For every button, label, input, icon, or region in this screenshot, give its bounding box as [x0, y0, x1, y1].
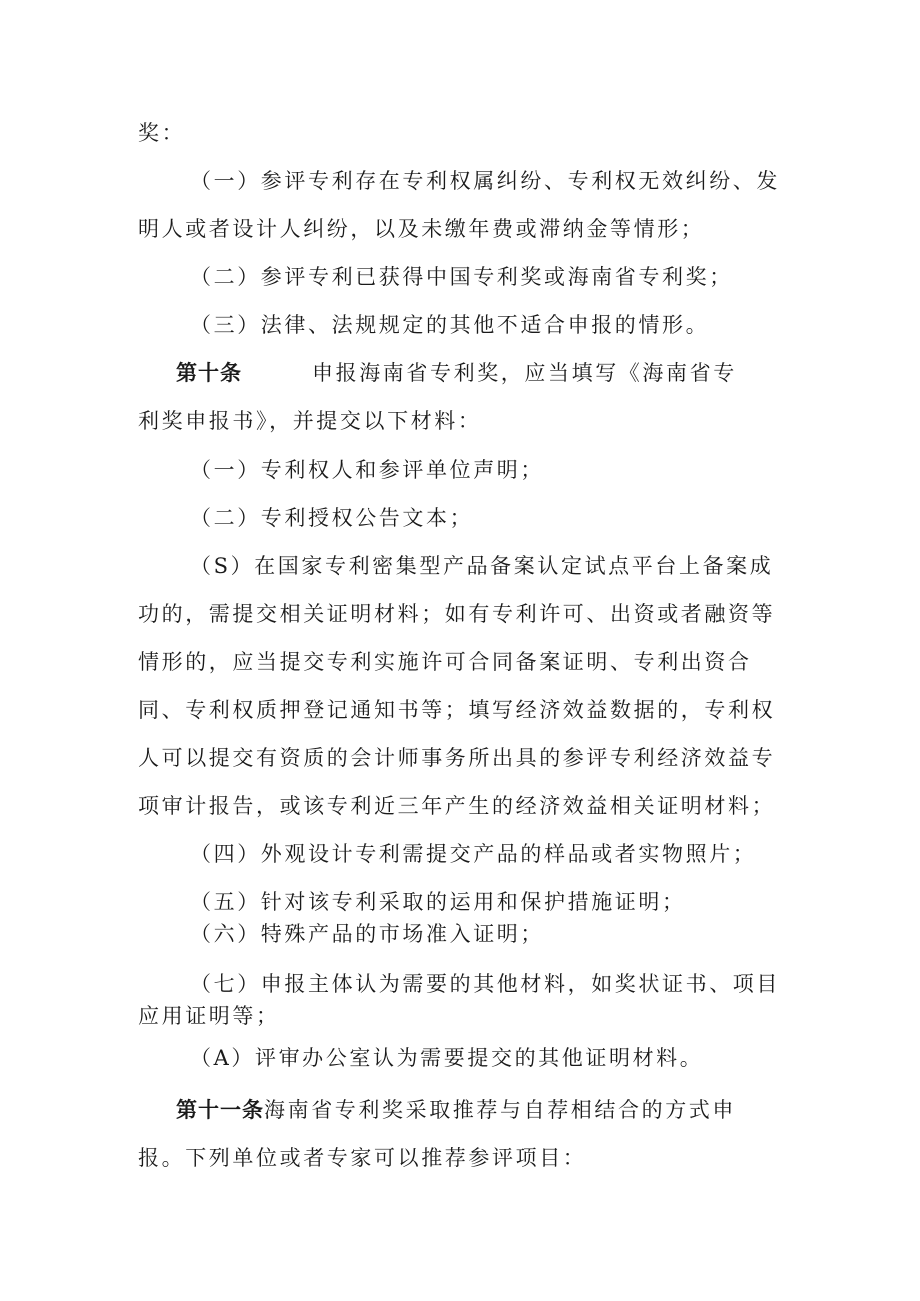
text-line-12: 情形的，应当提交专利实施许可合同备案证明、专利出资合 [138, 650, 752, 674]
text-line-11: 功的，需提交相关证明材料；如有专利许可、出资或者融资等 [138, 602, 776, 626]
text-line-18: （六）特殊产品的市场准入证明； [190, 922, 544, 946]
text-line-5: （三）法律、法规规定的其他不适合申报的情形。 [190, 313, 710, 337]
article-10-label: 第十条 [176, 360, 242, 385]
text-line-15: 项审计报告，或该专利近三年产生的经济效益相关证明材料； [138, 794, 776, 818]
text-line-3: 明人或者设计人纠纷，以及未缴年费或滞纳金等情形； [138, 217, 705, 241]
text-line-23: 报。下列单位或者专家可以推荐参评项目： [138, 1146, 587, 1170]
article-11-label: 第十一条 [176, 1097, 264, 1122]
text-line-10: （S）在国家专利密集型产品备案认定试点平台上备案成 [190, 554, 774, 578]
article-10-heading [176, 359, 737, 387]
article-11-text: 海南省专利奖采取推荐与自荐相结合的方式申 [264, 1098, 736, 1122]
text-line-13: 同、专利权质押登记通知书等；填写经济效益数据的，专利权 [138, 698, 776, 722]
text-line-2: （一）参评专利存在专利权属纠纷、专利权无效纠纷、发 [190, 169, 780, 193]
article-10-text: 申报海南省专利奖，应当填写《海南省专 [312, 361, 737, 385]
text-line-14: 人可以提交有资质的会计师事务所出具的参评专利经济效益专 [138, 746, 776, 770]
article-11-heading [176, 1096, 736, 1124]
text-line-20: 应用证明等； [138, 1004, 280, 1028]
text-line-19: （七）申报主体认为需要的其他材料，如奖状证书、项目 [190, 972, 780, 996]
text-line-16: （四）外观设计专利需提交产品的样品或者实物照片； [190, 842, 757, 866]
text-line-4: （二）参评专利已获得中国专利奖或海南省专利奖； [190, 265, 733, 289]
text-line-9: （二）专利授权公告文本； [190, 506, 474, 530]
text-line-17: （五）针对该专利采取的运用和保护措施证明； [190, 890, 686, 914]
text-line-8: （一）专利权人和参评单位声明； [190, 458, 544, 482]
text-line-1: 奖： [138, 121, 186, 145]
text-line-21: （A）评审办公室认为需要提交的其他证明材料。 [190, 1046, 704, 1070]
text-line-7: 利奖申报书》，并提交以下材料： [138, 409, 482, 433]
